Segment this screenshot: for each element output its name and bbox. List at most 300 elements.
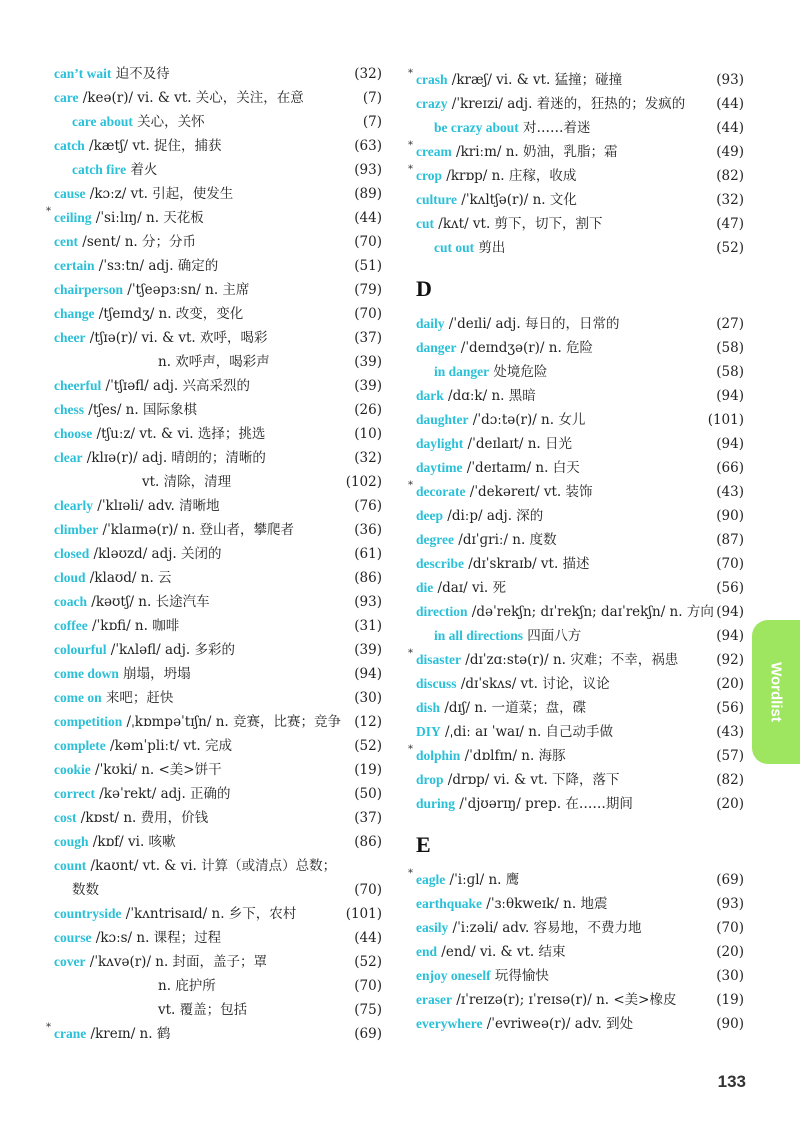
definition: /kɔːs/ n. 课程；过程	[91, 930, 222, 946]
wordlist-tab[interactable]	[752, 620, 800, 764]
unit-page-ref: (43)	[716, 724, 744, 740]
definition: /ˈdeɪndʒə(r)/ n. 危险	[456, 340, 594, 356]
definition: 来吧；赶快	[101, 690, 174, 706]
wordlist-entry	[54, 974, 382, 998]
definition: /kəmˈpliːt/ vt. 完成	[105, 738, 232, 754]
headword: in danger	[434, 364, 490, 379]
headword: cheerful	[54, 378, 102, 393]
definition: /kaʊnt/ vt. & vi. 计算（或清点）总数；	[86, 858, 337, 874]
definition: /kləʊzd/ adj. 关闭的	[89, 546, 222, 562]
headword: coffee	[54, 618, 88, 633]
headword: dark	[416, 388, 444, 403]
new-word-marker: *	[408, 140, 413, 151]
unit-page-ref: (70)	[354, 306, 382, 322]
definition: /ˈiːzəli/ adv. 容易地，不费力地	[448, 920, 642, 936]
headword: crazy	[416, 96, 448, 111]
unit-page-ref: (26)	[354, 402, 382, 418]
headword: everywhere	[416, 1016, 483, 1031]
headword: change	[54, 306, 95, 321]
definition: /ˈklaɪmə(r)/ n. 登山者，攀爬者	[98, 522, 295, 538]
headword: dish	[416, 700, 441, 715]
headword: ceiling	[54, 210, 92, 225]
wordlist-entry	[54, 902, 382, 926]
wordlist-entry	[408, 868, 744, 892]
wordlist-entry	[416, 236, 744, 260]
unit-page-ref: (94)	[354, 666, 382, 682]
unit-page-ref: (102)	[345, 474, 382, 490]
definition: /ɪˈreɪzə(r); ɪˈreɪsə(r)/ n. <美>橡皮	[451, 992, 677, 1008]
definition: /tʃɪə(r)/ vi. & vt. 欢呼，喝彩	[85, 330, 268, 346]
wordlist-entry	[416, 336, 744, 360]
new-word-marker: *	[408, 164, 413, 175]
wordlist-entry	[416, 408, 744, 432]
wordlist-entry	[416, 528, 744, 552]
wordlist-entry	[54, 446, 382, 470]
definition: /ˈsiːlɪŋ/ n. 天花板	[91, 210, 204, 226]
definition: /ˈkɒfi/ n. 咖啡	[87, 618, 180, 634]
definition: /ˈdɔːtə(r)/ n. 女儿	[468, 412, 586, 428]
definition: 处境危险	[489, 364, 548, 380]
unit-page-ref: (94)	[716, 604, 744, 620]
headword: daytime	[416, 460, 463, 475]
headword: degree	[416, 532, 454, 547]
definition: /dɪʃ/ n. 一道菜；盘，碟	[440, 700, 587, 716]
headword: course	[54, 930, 92, 945]
definition: /klɪə(r)/ adj. 晴朗的；清晰的	[82, 450, 266, 466]
headword: come down	[54, 666, 119, 681]
wordlist-entry	[416, 964, 744, 988]
wordlist-entry	[408, 68, 744, 92]
unit-page-ref: (82)	[716, 168, 744, 184]
unit-page-ref: (20)	[716, 676, 744, 692]
wordlist-entry	[416, 312, 744, 336]
headword: cost	[54, 810, 77, 825]
headword: care	[54, 90, 79, 105]
definition: /daɪ/ vi. 死	[433, 580, 506, 596]
wordlist-entry	[408, 480, 744, 504]
definition: /kɒf/ vi. 咳嗽	[88, 834, 176, 850]
definition: /kəʊtʃ/ n. 长途汽车	[87, 594, 210, 610]
definition: /kɒst/ n. 费用，价钱	[76, 810, 209, 826]
headword: end	[416, 944, 438, 959]
unit-page-ref: (30)	[354, 690, 382, 706]
wordlist-entry	[416, 940, 744, 964]
unit-page-ref: (86)	[354, 834, 382, 850]
wordlist-entry	[408, 744, 744, 768]
unit-page-ref: (7)	[362, 114, 382, 130]
headword: come on	[54, 690, 102, 705]
wordlist-entry	[416, 576, 744, 600]
wordlist-entry	[54, 422, 382, 446]
definition: /ˌkɒmpəˈtɪʃn/ n. 竞赛，比赛；竞争	[122, 714, 341, 730]
definition: /ˌdiː aɪ ˈwaɪ/ n. 自己动手做	[440, 724, 614, 740]
wordlist-entry	[54, 110, 382, 134]
definition: 对……着迷	[518, 120, 591, 136]
headword: closed	[54, 546, 90, 561]
wordlist-entry	[46, 206, 382, 230]
definition: /kætʃ/ vt. 捉住，捕获	[84, 138, 222, 154]
definition: 关心，关怀	[132, 114, 205, 130]
definition: /dɪˈɡriː/ n. 度数	[453, 532, 557, 548]
unit-page-ref: (47)	[716, 216, 744, 232]
unit-page-ref: (79)	[354, 282, 382, 298]
headword: earthquake	[416, 896, 483, 911]
unit-page-ref: (70)	[716, 556, 744, 572]
headword: cough	[54, 834, 89, 849]
unit-page-ref: (89)	[354, 186, 382, 202]
wordlist-entry	[416, 360, 744, 384]
unit-page-ref: (101)	[345, 906, 382, 922]
wordlist-entry	[408, 648, 744, 672]
definition: /ˈdeɪlaɪt/ n. 日光	[463, 436, 572, 452]
headword: crash	[416, 72, 448, 87]
definition: /ˈdeɪli/ adj. 每日的，日常的	[444, 316, 620, 332]
headword: drop	[416, 772, 444, 787]
wordlist-entry	[408, 164, 744, 188]
headword: certain	[54, 258, 95, 273]
wordlist-entry	[416, 1012, 744, 1036]
page-number: 133	[717, 1072, 746, 1091]
definition: 玩得愉快	[490, 968, 549, 984]
definition: /ˈtʃeəpɜːsn/ n. 主席	[123, 282, 250, 298]
unit-page-ref: (90)	[716, 1016, 744, 1032]
headword: competition	[54, 714, 123, 729]
definition: /tʃuːz/ vt. & vi. 选择；挑选	[92, 426, 266, 442]
headword: in all directions	[434, 628, 524, 643]
definition: /ˈdekəreɪt/ vt. 装饰	[465, 484, 593, 500]
unit-page-ref: (94)	[716, 436, 744, 452]
unit-page-ref: (27)	[716, 316, 744, 332]
unit-page-ref: (19)	[354, 762, 382, 778]
wordlist-entry	[416, 988, 744, 1012]
headword: disaster	[416, 652, 461, 667]
wordlist-entry	[54, 278, 382, 302]
definition: /ˈɜːθkweɪk/ n. 地震	[482, 896, 608, 912]
headword: discuss	[416, 676, 457, 691]
definition: /sent/ n. 分；分币	[78, 234, 196, 250]
unit-page-ref: (76)	[354, 498, 382, 514]
unit-page-ref: (82)	[716, 772, 744, 788]
definition: /diːp/ adj. 深的	[443, 508, 544, 524]
headword: cut	[416, 216, 434, 231]
unit-page-ref: (61)	[354, 546, 382, 562]
definition: /end/ vi. & vt. 结束	[437, 944, 566, 960]
unit-page-ref: (75)	[354, 1002, 382, 1018]
headword: culture	[416, 192, 457, 207]
definition: /kəˈrekt/ adj. 正确的	[94, 786, 231, 802]
unit-page-ref: (30)	[716, 968, 744, 984]
headword: count	[54, 858, 87, 873]
headword: eraser	[416, 992, 452, 1007]
unit-page-ref: (39)	[354, 378, 382, 394]
wordlist-entry	[54, 62, 382, 86]
new-word-marker: *	[46, 1022, 51, 1033]
headword: cream	[416, 144, 452, 159]
wordlist-entry	[54, 998, 382, 1022]
section-letter: E	[416, 832, 431, 857]
definition: /ˈkʊki/ n. <美>饼干	[90, 762, 222, 778]
unit-page-ref: (32)	[716, 192, 744, 208]
unit-page-ref: (93)	[354, 162, 382, 178]
unit-page-ref: (93)	[716, 896, 744, 912]
definition: /ˈkʌləfl/ adj. 多彩的	[106, 642, 235, 658]
wordlist-entry	[54, 782, 382, 806]
wordlist-entry	[416, 432, 744, 456]
definition: /tʃeɪndʒ/ n. 改变，变化	[94, 306, 244, 322]
wordlist-entry	[416, 916, 744, 940]
wordlist-entry	[54, 830, 382, 854]
unit-page-ref: (32)	[354, 66, 382, 82]
wordlist-entry	[54, 878, 382, 902]
definition: n. 欢呼声，喝彩声	[158, 354, 270, 370]
unit-page-ref: (19)	[716, 992, 744, 1008]
unit-page-ref: (58)	[716, 364, 744, 380]
definition: /klaʊd/ n. 云	[85, 570, 172, 586]
unit-page-ref: (86)	[354, 570, 382, 586]
wordlist-entry	[46, 1022, 382, 1046]
wordlist-entry	[416, 792, 744, 816]
new-word-marker: *	[408, 648, 413, 659]
unit-page-ref: (49)	[716, 144, 744, 160]
headword: eagle	[416, 872, 446, 887]
wordlist-entry	[416, 92, 744, 116]
definition: /ˈdeɪtaɪm/ n. 白天	[462, 460, 580, 476]
definition: /kʌt/ vt. 剪下，切下，割下	[434, 216, 603, 232]
unit-page-ref: (101)	[707, 412, 744, 428]
unit-page-ref: (44)	[716, 96, 744, 112]
headword: climber	[54, 522, 99, 537]
wordlist-entry	[54, 542, 382, 566]
headword: describe	[416, 556, 464, 571]
wordlist-entry	[416, 624, 744, 648]
unit-page-ref: (20)	[716, 944, 744, 960]
unit-page-ref: (37)	[354, 810, 382, 826]
definition: vt. 覆盖；包括	[158, 1002, 248, 1018]
unit-page-ref: (57)	[716, 748, 744, 764]
definition: /keə(r)/ vi. & vt. 关心，关注，在意	[78, 90, 304, 106]
definition: /kræʃ/ vi. & vt. 猛撞；碰撞	[447, 72, 623, 88]
wordlist-entry	[54, 518, 382, 542]
new-word-marker: *	[408, 868, 413, 879]
definition: /tʃes/ n. 国际象棋	[84, 402, 197, 418]
headword: deep	[416, 508, 443, 523]
wordlist-entry	[416, 116, 744, 140]
headword: cloud	[54, 570, 86, 585]
headword: DIY	[416, 724, 441, 739]
unit-page-ref: (43)	[716, 484, 744, 500]
unit-page-ref: (12)	[354, 714, 382, 730]
unit-page-ref: (44)	[354, 930, 382, 946]
wordlist-entry	[416, 600, 744, 624]
headword: complete	[54, 738, 106, 753]
headword: catch	[54, 138, 85, 153]
wordlist-entry	[54, 590, 382, 614]
headword: correct	[54, 786, 95, 801]
wordlist-entry	[54, 86, 382, 110]
unit-page-ref: (93)	[354, 594, 382, 610]
wordlist-entry	[54, 686, 382, 710]
headword: clearly	[54, 498, 93, 513]
unit-page-ref: (69)	[716, 872, 744, 888]
definition: n. 庇护所	[158, 978, 216, 994]
wordlist-entry	[416, 504, 744, 528]
definition: /kreɪn/ n. 鹤	[86, 1026, 171, 1042]
unit-page-ref: (7)	[362, 90, 382, 106]
wordlist-entry	[54, 302, 382, 326]
wordlist-entry	[54, 662, 382, 686]
wordlist-entry	[54, 254, 382, 278]
unit-page-ref: (52)	[354, 954, 382, 970]
unit-page-ref: (70)	[354, 978, 382, 994]
definition: 着火	[126, 162, 158, 178]
unit-page-ref: (93)	[716, 72, 744, 88]
definition: /ˈkreɪzi/ adj. 着迷的，狂热的；发疯的	[447, 96, 686, 112]
headword: danger	[416, 340, 457, 355]
new-word-marker: *	[46, 206, 51, 217]
unit-page-ref: (66)	[716, 460, 744, 476]
wordlist-entry	[54, 950, 382, 974]
headword: be crazy about	[434, 120, 519, 135]
wordlist-entry	[54, 758, 382, 782]
wordlist-tab-label: Wordlist	[767, 662, 785, 722]
definition: /ˈkʌltʃə(r)/ n. 文化	[457, 192, 577, 208]
unit-page-ref: (90)	[716, 508, 744, 524]
wordlist-entry	[54, 926, 382, 950]
unit-page-ref: (56)	[716, 580, 744, 596]
headword: die	[416, 580, 434, 595]
wordlist-entry	[54, 326, 382, 350]
wordlist-entry	[54, 230, 382, 254]
unit-page-ref: (10)	[354, 426, 382, 442]
unit-page-ref: (70)	[354, 234, 382, 250]
headword: catch fire	[72, 162, 127, 177]
unit-page-ref: (94)	[716, 628, 744, 644]
wordlist-entry	[54, 494, 382, 518]
headword: easily	[416, 920, 449, 935]
new-word-marker: *	[408, 68, 413, 79]
headword: daughter	[416, 412, 469, 427]
definition: /dɪˈskraɪb/ vt. 描述	[464, 556, 590, 572]
headword: cookie	[54, 762, 91, 777]
unit-page-ref: (70)	[716, 920, 744, 936]
headword: during	[416, 796, 456, 811]
definition: /drɒp/ vi. & vt. 下降，落下	[443, 772, 620, 788]
new-word-marker: *	[408, 744, 413, 755]
definition: /ˈkʌntrisaɪd/ n. 乡下，农村	[121, 906, 297, 922]
headword: daylight	[416, 436, 464, 451]
definition: /ˈsɜːtn/ adj. 确定的	[94, 258, 219, 274]
definition: /krɒp/ n. 庄稼，收成	[442, 168, 577, 184]
definition: /dɑːk/ n. 黑暗	[443, 388, 536, 404]
unit-page-ref: (56)	[716, 700, 744, 716]
wordlist-entry	[416, 188, 744, 212]
wordlist-entry	[54, 734, 382, 758]
wordlist-entry	[54, 182, 382, 206]
wordlist-entry	[54, 806, 382, 830]
wordlist-entry	[416, 212, 744, 236]
wordlist-entry	[54, 374, 382, 398]
definition: /ˈevriweə(r)/ adv. 到处	[482, 1016, 634, 1032]
definition: /ˈiːɡl/ n. 鹰	[445, 872, 520, 888]
headword: cause	[54, 186, 86, 201]
unit-page-ref: (51)	[354, 258, 382, 274]
unit-page-ref: (69)	[354, 1026, 382, 1042]
wordlist-entry	[54, 350, 382, 374]
headword: clear	[54, 450, 83, 465]
wordlist-entry	[54, 710, 382, 734]
new-word-marker: *	[408, 480, 413, 491]
left-column	[46, 62, 382, 1046]
unit-page-ref: (44)	[716, 120, 744, 136]
definition: 四面八方	[523, 628, 582, 644]
wordlist-entry	[416, 384, 744, 408]
wordlist-entry	[416, 892, 744, 916]
headword: coach	[54, 594, 87, 609]
wordlist-entry	[54, 638, 382, 662]
headword: cut out	[434, 240, 475, 255]
headword: countryside	[54, 906, 122, 921]
wordlist-entry	[416, 696, 744, 720]
wordlist-entry	[408, 140, 744, 164]
headword: daily	[416, 316, 445, 331]
wordlist-entry	[416, 552, 744, 576]
definition: 剪出	[474, 240, 506, 256]
unit-page-ref: (63)	[354, 138, 382, 154]
headword: choose	[54, 426, 93, 441]
headword: decorate	[416, 484, 466, 499]
headword: chess	[54, 402, 84, 417]
headword: cent	[54, 234, 78, 249]
unit-page-ref: (58)	[716, 340, 744, 356]
wordlist-entry	[54, 398, 382, 422]
unit-page-ref: (94)	[716, 388, 744, 404]
definition: /ˈdɒlfɪn/ n. 海豚	[460, 748, 566, 764]
wordlist-entry	[416, 720, 744, 744]
definition: /kriːm/ n. 奶油，乳脂；霜	[451, 144, 618, 160]
definition: /kɔːz/ vt. 引起，使发生	[85, 186, 234, 202]
definition: 崩塌，坍塌	[118, 666, 191, 682]
definition: /ˈdjʊərɪŋ/ prep. 在……期间	[455, 796, 633, 812]
wordlist-entry	[54, 134, 382, 158]
wordlist-entry	[54, 566, 382, 590]
headword: colourful	[54, 642, 107, 657]
unit-page-ref: (36)	[354, 522, 382, 538]
unit-page-ref: (44)	[354, 210, 382, 226]
headword: dolphin	[416, 748, 461, 763]
definition: /dɪˈzɑːstə(r)/ n. 灾难；不幸，祸患	[461, 652, 679, 668]
wordlist-entry	[416, 456, 744, 480]
wordlist-entry	[54, 158, 382, 182]
unit-page-ref: (70)	[354, 882, 382, 898]
definition: /dɪˈskʌs/ vt. 讨论，议论	[456, 676, 610, 692]
headword: care about	[72, 114, 133, 129]
unit-page-ref: (20)	[716, 796, 744, 812]
headword: enjoy oneself	[416, 968, 491, 983]
right-column	[408, 68, 744, 1036]
definition: 数数	[72, 882, 99, 898]
definition: /ˈkʌvə(r)/ n. 封面，盖子；罩	[85, 954, 268, 970]
headword: direction	[416, 604, 468, 619]
unit-page-ref: (32)	[354, 450, 382, 466]
headword: cheer	[54, 330, 86, 345]
unit-page-ref: (39)	[354, 354, 382, 370]
headword: can’t wait	[54, 66, 112, 81]
unit-page-ref: (37)	[354, 330, 382, 346]
headword: cover	[54, 954, 86, 969]
section-letter: D	[416, 276, 432, 301]
unit-page-ref: (39)	[354, 642, 382, 658]
wordlist-entry	[54, 470, 382, 494]
